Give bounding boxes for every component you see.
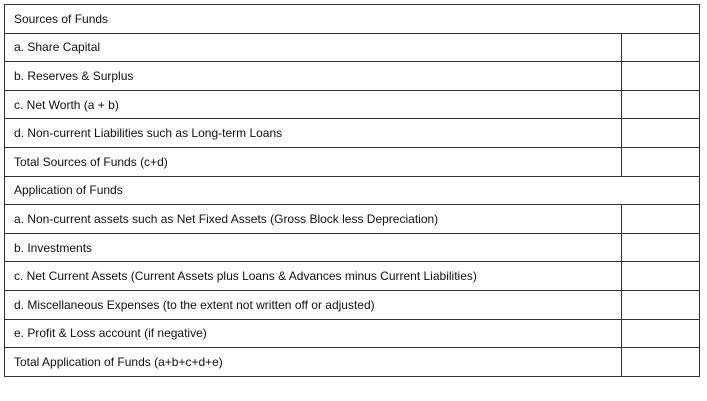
amount-cell (622, 262, 700, 291)
table-row (5, 90, 700, 119)
sources-heading-row (5, 5, 700, 34)
row-label: d. Miscellaneous Expenses (to the extent not written off or adjusted) (5, 290, 622, 319)
application-heading: Application of Funds (5, 176, 700, 205)
amount-cell (622, 62, 700, 91)
row-label: d. Non-current Liabilities such as Long-term Loans (5, 119, 622, 148)
amount-cell (622, 205, 700, 234)
row-label: b. Reserves & Surplus (5, 62, 622, 91)
amount-cell (622, 290, 700, 319)
table-row (5, 205, 700, 234)
row-label: c. Net Current Assets (Current Assets plus Loans & Advances minus Current Liabilities) (5, 262, 622, 291)
sources-total-row (5, 147, 700, 176)
table-row (5, 262, 700, 291)
amount-cell (622, 147, 700, 176)
amount-cell (622, 233, 700, 262)
row-label: a. Share Capital (5, 33, 622, 62)
table-row (5, 33, 700, 62)
row-label: c. Net Worth (a + b) (5, 90, 622, 119)
row-label: a. Non-current assets such as Net Fixed Assets (Gross Block less Depreciation) (5, 205, 622, 234)
table-row (5, 290, 700, 319)
application-total-label: Total Application of Funds (a+b+c+d+e) (5, 348, 622, 377)
table-row (5, 62, 700, 91)
table-row (5, 319, 700, 348)
amount-cell (622, 119, 700, 148)
table-row (5, 119, 700, 148)
amount-cell (622, 319, 700, 348)
funds-table (4, 4, 700, 377)
amount-cell (622, 90, 700, 119)
amount-cell (622, 348, 700, 377)
amount-cell (622, 33, 700, 62)
row-label: e. Profit & Loss account (if negative) (5, 319, 622, 348)
application-heading-row (5, 176, 700, 205)
sources-heading: Sources of Funds (5, 5, 700, 34)
row-label: b. Investments (5, 233, 622, 262)
sources-total-label: Total Sources of Funds (c+d) (5, 147, 622, 176)
table-row (5, 233, 700, 262)
application-total-row (5, 348, 700, 377)
